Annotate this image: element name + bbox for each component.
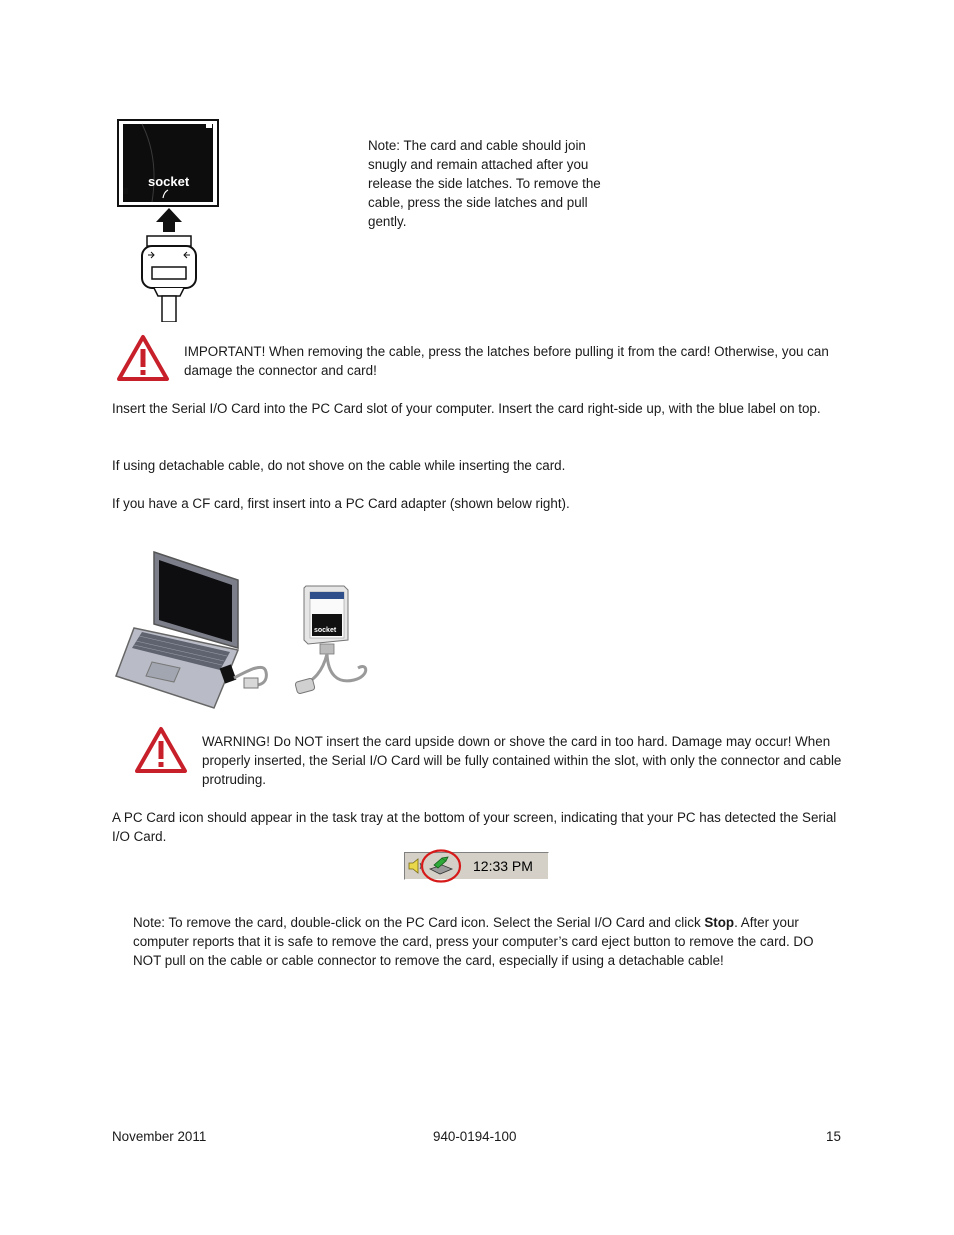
paragraph-task-tray: A PC Card icon should appear in the task tray at the bottom of your screen, indicating that your PC has detected the Serial I/O Card. — [112, 810, 837, 844]
tray-clock: 12:33 PM — [473, 858, 533, 874]
paragraph-cf-card: If you have a CF card, first insert into a PC Card adapter (shown below right). — [112, 496, 570, 511]
pc-card-adapter-illustration — [292, 584, 372, 708]
warning-note: WARNING! Do NOT insert the card upside down or shove the card in too hard. Damage may occur! When properly inserted, the Serial I/O Card will be fully contained within the slot, with only the connector and cable protruding. — [202, 734, 842, 787]
important-note: IMPORTANT! When removing the cable, press the latches before pulling it from the card! Otherwise, you can damage the connector and card! — [184, 344, 829, 378]
stop-keyword: Stop — [704, 915, 735, 930]
card-cable-diagram — [114, 118, 224, 322]
laptop-illustration — [114, 550, 279, 710]
warning-triangle-icon — [116, 334, 170, 382]
paragraph-insert-card: Insert the Serial I/O Card into the PC Card slot of your computer. Insert the card right-side up, with the blue label on top. — [112, 401, 821, 416]
task-tray — [404, 852, 549, 880]
pc-card-logo-text: socket — [314, 627, 337, 634]
footer-doc-number: 940-0194-100 — [433, 1129, 517, 1144]
note-remove-card — [133, 913, 845, 970]
highlight-circle — [419, 848, 463, 884]
note-remove-card-after: . After your computer reports that it is safe to remove the card, press your computer’s card eject button to remove the card. DO NOT pull on the cable or cable connector to remove the card, especially if using a detachable cable! — [133, 915, 814, 968]
note-remove-card-before: Note: To remove the card, double-click on the PC Card icon. Select the Serial I/O Card and click — [133, 915, 705, 930]
footer-page-number: 15 — [826, 1129, 841, 1144]
warning-triangle-icon — [134, 726, 188, 774]
paragraph-detachable-cable: If using detachable cable, do not shove on the cable while inserting the card. — [112, 458, 566, 473]
footer-date: November 2011 — [112, 1129, 207, 1144]
note-card-cable: Note: The card and cable should join snugly and remain attached after you release the side latches. To remove the cable, press the side latches and pull gently. — [368, 138, 601, 229]
card-logo-text: socket — [148, 174, 190, 189]
